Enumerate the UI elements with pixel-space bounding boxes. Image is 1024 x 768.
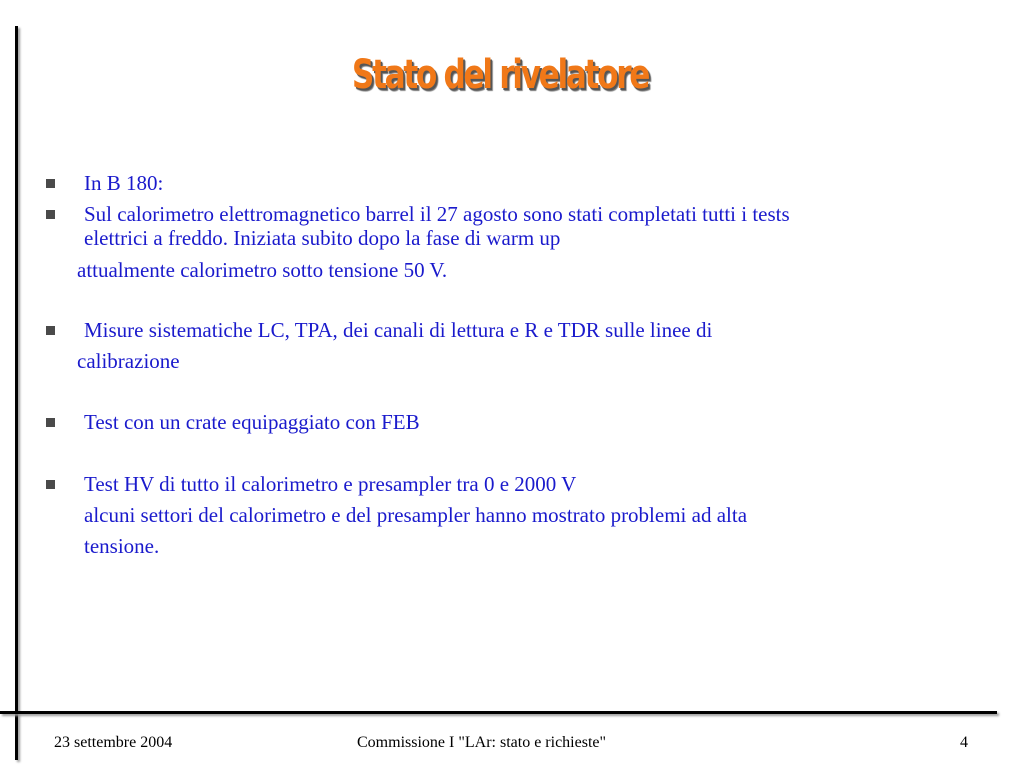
bullet-square-icon: [46, 326, 55, 335]
footer-title: Commissione I "LAr: stato e richieste": [357, 734, 607, 751]
bullet-2-text: Sul calorimetro elettromagnetico barrel il 27 agosto sono stati completati tutti i tests: [84, 202, 790, 226]
bullet-3-line-2: calibrazione: [77, 349, 180, 373]
bullet-1-text: In B 180:: [84, 171, 164, 195]
bullet-square-icon: [46, 179, 55, 188]
frame-horizontal-line: [0, 711, 997, 714]
frame-vertical-line: [15, 26, 18, 760]
bullet-square-icon: [46, 480, 55, 489]
bullet-5-text: Test HV di tutto il calorimetro e presampler tra 0 e 2000 V: [84, 472, 577, 496]
slide-title: Stato del rivelatore: [351, 52, 649, 98]
bullet-5-line-2: alcuni settori del calorimetro e del presampler hanno mostrato problemi ad alta: [84, 503, 748, 527]
bullet-3-text: Misure sistematiche LC, TPA, dei canali di lettura e R e TDR sulle linee di: [84, 318, 713, 342]
bullet-square-icon: [46, 210, 55, 219]
bullet-4-text: Test con un crate equipaggiato con FEB: [84, 410, 420, 434]
bullet-square-icon: [46, 418, 55, 427]
bullet-2-line-3: attualmente calorimetro sotto tensione 50 V.: [77, 258, 448, 282]
bullet-5-line-3: tensione.: [84, 534, 160, 558]
footer-date: 23 settembre 2004: [54, 734, 173, 751]
page-number: 4: [960, 734, 968, 751]
bullet-2-line-2: elettrici a freddo. Iniziata subito dopo la fase di warm up: [84, 226, 561, 250]
